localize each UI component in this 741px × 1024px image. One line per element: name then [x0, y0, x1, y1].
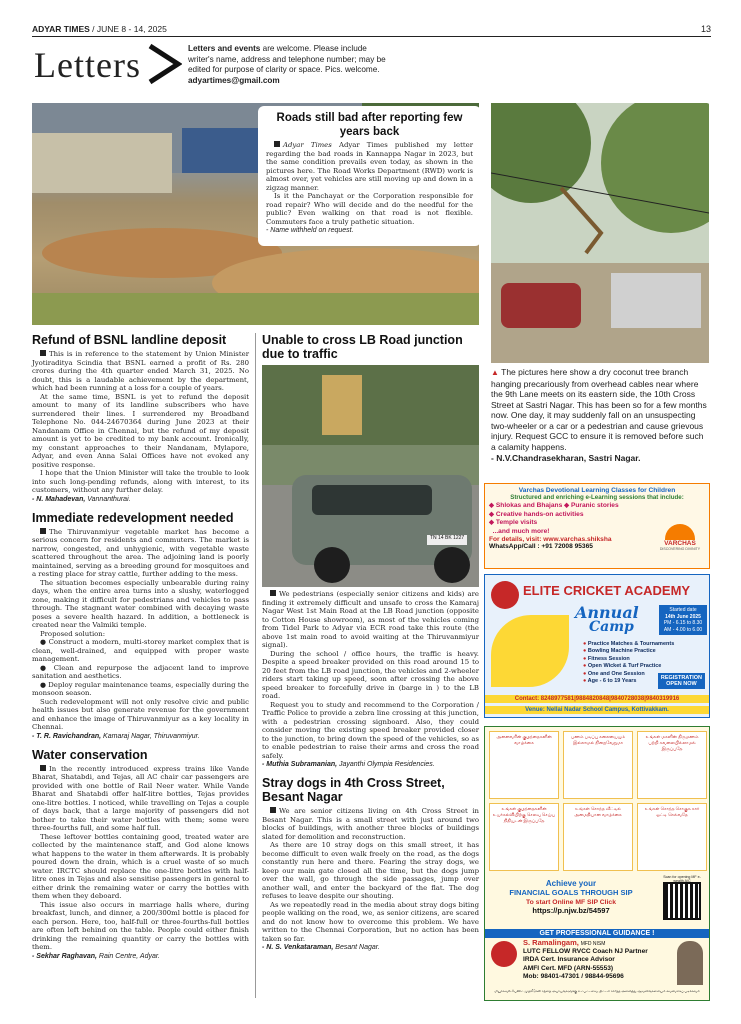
section-title: Letters: [34, 45, 141, 85]
roads-signature: - Name withheld on request.: [266, 227, 354, 234]
sip-tile: உங்கள் சொந்த சொகுசு கார் ஓட்டி செல்வதே: [637, 803, 707, 871]
cricket-ball-icon: [491, 581, 519, 609]
cricket-features: ● Practice Matches & Tournaments ● Bowling Machine Practice ● Fitness Session ● Open Wicket & Turf Practice ● One and One Session ● Age - 6 to 19 Years: [583, 641, 675, 685]
sip-tile: உங்கள் குழந்தைகளின் உயர்கல்வியிற்கு செலவு செய்ய நிதியுடன் இருப்பதே: [489, 803, 559, 871]
coconut-photo-art: [491, 103, 709, 363]
coconut-caption: ▲ The pictures here show a dry coconut tree branch hanging precariously from overhead cables near where the 9th Lane meets on its eastern side, the 10th Cross Street at Sastri Nagar. This has been so for a few months now. One day, it may suddenly fall on an unsuspecting two-wheeler or a car or a pedestrian and cause grievous injury. Request GCC to ensure it is removed before such a calamity happens. - N.V.Chandrasekharan, Sastri Nagar.: [491, 367, 709, 464]
sip-tile: பணம் படிப்பு கலையையும் இல்லாமல் நிறைவேறுமா: [563, 731, 633, 799]
varchas-list: ◆ Shlokas and Bhajans ◆ Puranic stories ◆ Creative hands-on activities ◆ Temple visits ...and much more!: [489, 502, 619, 535]
guidance-banner: GET PROFESSIONAL GUIDANCE !: [485, 929, 709, 938]
sip-tile: உங்கள் சொந்த வீட்டில் அமைதியான வாழ்க்கை: [563, 803, 633, 871]
varchas-logo: VARCHAS DISCOVERING DIVINITY: [655, 524, 705, 551]
roads-body: Adyar Times Adyar Times published my letter regarding the bad roads in Kannappa Nagar in 2023, but the same condition prevails even today, as shown in the pictures here. The Road Works Department (RWD) work is almost over, yet vehicles are still moving up and down in a zigzag manner. Is it the Panchayat or the Corporation responsible for road repair? Who will decide and do the needful for the public? Even walking on that road is not flexible. Commuters face a truly pathetic situation. - Name withheld on request.: [266, 141, 473, 234]
top-rule: [32, 36, 711, 37]
traffic-photo: [262, 365, 479, 587]
water-title: Water conservation: [32, 747, 148, 762]
left-column: [32, 333, 249, 960]
coconut-signature: - N.V.Chandrasekharan, Sastri Nagar.: [491, 453, 641, 463]
traffic-photo-art: [262, 365, 479, 587]
masthead-name: ADYAR TIMES: [32, 24, 90, 34]
varchas-ad[interactable]: Varchas Devotional Learning Classes for Children Structured and enriching e-Learning sessions that include: ◆ Shlokas and Bhajans ◆ Puranic stories ◆ Creative hands-on activities ◆ Temple visits ...and much more! For details, visit: www.varchas.shiksha WhatsApp/Call : +91 72008 95365 VARCHAS DISCOVERING DIVINITY: [484, 483, 710, 569]
email-link[interactable]: adyartimes@gmail.com: [188, 75, 280, 85]
section-intro: Letters and events are welcome. Please include writer's name, address and telephone number; may be edited for purpose of clarity or space. Pics. welcome. adyartimes@gmail.com: [188, 44, 386, 85]
cricket-ad[interactable]: ELITE CRICKET ACADEMY Annual Camp Started date 14th June 2025 PM - 6.15 to 8.30 AM - 4.00 to 6.00 ● Practice Matches & Tournaments ● Bowling Machine Practice ● Fitness Session ● Open Wicket & Turf Practice ● One and One Session ● Age - 6 to 19 Years REGISTRATION OPEN NOW Contact: 8248977581|9884820848|9840728038|9840319916 Venue: Nellai Nadar School Campus, Kottivakkam.: [484, 574, 710, 718]
lbroad-body: We pedestrians (especially senior citizens and kids) are finding it extremely difficult and unsafe to cross the Kamaraj Nagar West 1st Main Road at the LB Road junction (opposite to Cotton House showroom), as most of the vehicles coming from Tidel Park to Adyar via ECR road take this route (the above 1st main road to avoid waiting at the Thiruvanmiyur signal). During the school / office hours, the traffic is heavy. Despite a speed breaker provided on this road around 15 to 20 feet from the LB road junction, the vehicles and 2-wheeler riders start taking up speed, soon after crossing the above speed breaker to forcefully drive in (barge in ) to the LB road. Request you to study and recommend to the Corporation / Traffic Police to provide a zebra line crossing at this junction, with a pedestrian crossing signboard. Also, they could consider moving the existing speed breaker provided closer to the junction, to bring down the speed of the vehicles, so as to enable pedestrian to raise their arms and cross the road safely. - Muthia Subramanian, Jayanthi Olympia Residencies.: [262, 590, 479, 768]
qr-block: Scan for opening MF e-wealth A/C: [661, 875, 703, 919]
roads-title: Roads still bad after reporting few years back: [276, 112, 463, 138]
lbroad-title: Unable to cross LB Road junction due to traffic: [262, 333, 463, 361]
number-plate: TN 14 BK 1227: [430, 535, 465, 541]
sip-disclaimer: மியூச்சுவல் ஃபண்ட் முதலீடுகள் சந்தை அபாயங்களுக்கு உட்பட்டவை, திட்டம் சார்ந்த அனைத்து ஆவணங்களையும் கவனமாகப் படிக்கவும்: [494, 989, 700, 993]
masthead-date: / JUNE 8 - 14, 2025: [92, 24, 167, 34]
chevron-right-icon: [148, 42, 182, 86]
page-number: 13: [700, 24, 711, 34]
advisor-photo-right: [677, 941, 703, 985]
dogs-body: We are senior citizens living on 4th Cross Street in Besant Nagar. This is a small street with just around two blocks of buildings, with another three blocks of buildings slated for demolition and reconstruction. As there are 10 stray dogs on this small street, it has become difficult to even walk freely on the road, as the dogs constantly run here and there. Fearing the stray dogs, we keep our main gate closed all the time, but the dogs jump over the wall, go through the side passages, jump over another wall, and enter the backyard of the flat. The dog refuses to leave despite our shouting. As we repeatedly read in the media about stray dogs biting people walking on the road, we, as senior citizens, are scared and do not know how to overcome this problem. We have written to the Chennai Corporation, but no action has been taken so far. - N. S. Venkataraman, Besant Nagar.: [262, 807, 479, 951]
lamp-icon: [665, 524, 695, 540]
water-body: In the recently introduced express trains like Vande Bharat, Shatabdi, and Tejas, all AC chair car passengers are provided with one bottle of Rail Neer water. While Vande Bharat and Shatabdi offer half-litre bottles, Tejas provides one-litre bottles. I noticed, while travelling on Tejas a couple of days back, that a large majority of passengers did not bother to take their water bottles with them; some were three-fourths full, and some half full. These leftover bottles containing good, treated water are collected by the maintenance staff, and God alone knows what happens to the water in them afterwards. It is probably poured down the drain, which is a cruel waste of so much water. IRCTC should replace the one-litre bottles with half-litre ones in Tejas and also sensitise passengers in general to either drink the remaining water or carry the bottles with them when they deboard. This issue also occurs in marriage halls where, during breakfast, lunch, and dinner, a 200/300ml bottle is placed for each person. Here, too, half-full or three-fourths-full bottles are often left behind on the table. People could either finish drinking the remaining quantity or carry the bottles with them. - Sekhar Raghavan, Rain Centre, Adyar.: [32, 764, 249, 960]
redevelop-title: Immediate redevelopment needed: [32, 510, 234, 525]
advisor-photo-left: [491, 941, 517, 967]
redevelop-body: The Thiruvanmiyur vegetable market has become a serious concern for residents and commuters. The market is narrow, congested, and unhygienic, with vegetable waste scattered throughout the area. The adjoining land is poorly maintained, serving as a breeding ground for mosquitoes and a resting place for stray cattle, further adding to the mess. The situation becomes especially unbearable during rainy days, when the entire area turns into a slushy, waterlogged zone, making it difficult for pedestrians and vehicles to pass through. The stagnant water combined with decaying waste poses a severe health hazard. In addition, a bottleneck is created near the Valmiki temple. Proposed solution: ● Construct a modern, multi-storey market complex that is clean, well-drained, and equipped with proper waste management. ● Clean and repurpose the adjacent land to improve sanitation and aesthetics. ● Deploy regular maintenance teams, especially during the monsoon season. Such redevelopment will not only resolve civic and public health issues but also generate revenue for the government and enhance the image of Thiruvanmiyur as a key locality in Chennai. - T. R. Ravichandran, Kamaraj Nagar, Thiruvanmiyur.: [32, 527, 250, 740]
qr-code-icon[interactable]: [665, 884, 699, 918]
advisor-details: S. Ramalingam, MFD NISM LUTC FELLOW RVCC Coach NJ Partner IRDA Cert. Insurance Advisor AMFI Cert. MFD (ARN-55553) Mob: 98401-47301 / 98844-95696: [523, 938, 648, 980]
triangle-icon: ▲: [491, 368, 499, 377]
bsnl-title: Refund of BSNL landline deposit: [32, 333, 227, 347]
sip-headline: Achieve your FINANCIAL GOALS THROUGH SIP To start Online MF SIP Click https://p.njw.bz/54597: [491, 879, 651, 915]
middle-column: [262, 333, 479, 951]
registration-badge: REGISTRATION OPEN NOW: [658, 673, 705, 689]
dogs-title: Stray dogs in 4th Cross Street, Besant Nagar: [262, 776, 445, 804]
start-date-badge: Started date 14th June 2025 PM - 6.15 to 8.30 AM - 4.00 to 6.00: [659, 605, 707, 635]
roads-letter-box: [258, 106, 481, 246]
column-divider: [255, 333, 256, 998]
bsnl-body: This is in reference to the statement by Union Minister Jyotiraditya Scindia that BSNL earned a profit of Rs. 280 crores during the 4th quarter ended March 31, 2025. No doubt, this is a laudable achievement by the department, which had been running at a loss for a couple of years. At the same time, BSNL is yet to refund the deposit amount to many of its landline subscribers who have surrendered their lines. I surrendered my Broadband Telephone No. 044-24670364 during June 2023 at their Nandanam Office in Chennai, but the refund of my deposit amount is yet to be credited to my bank account. Ironically, my constant approaches to their Nandanam, Mylapore, Adyar, and even Anna Salai Offices have not evoked any positive response. I hope that the Union Minister will take the trouble to look into such long-pending refunds, along with interest, to its customers, without any further delay. - N. Mahadevan, Vannanthurai.: [32, 350, 249, 503]
sip-tiles: [489, 731, 707, 871]
masthead: [32, 24, 167, 34]
coconut-photo: [491, 103, 709, 363]
sip-tile: அனைவரின் குழந்தைகளின் வாழ்க்கை: [489, 731, 559, 799]
sip-tile: உங்கள் மகளின் திருமணம் பற்றி கவலையில்லாமல் இருப்பதே: [637, 731, 707, 799]
sip-ad[interactable]: [484, 726, 710, 1001]
sip-link[interactable]: https://p.njw.bz/54597: [532, 906, 610, 915]
cricketer-figure: [491, 615, 569, 687]
